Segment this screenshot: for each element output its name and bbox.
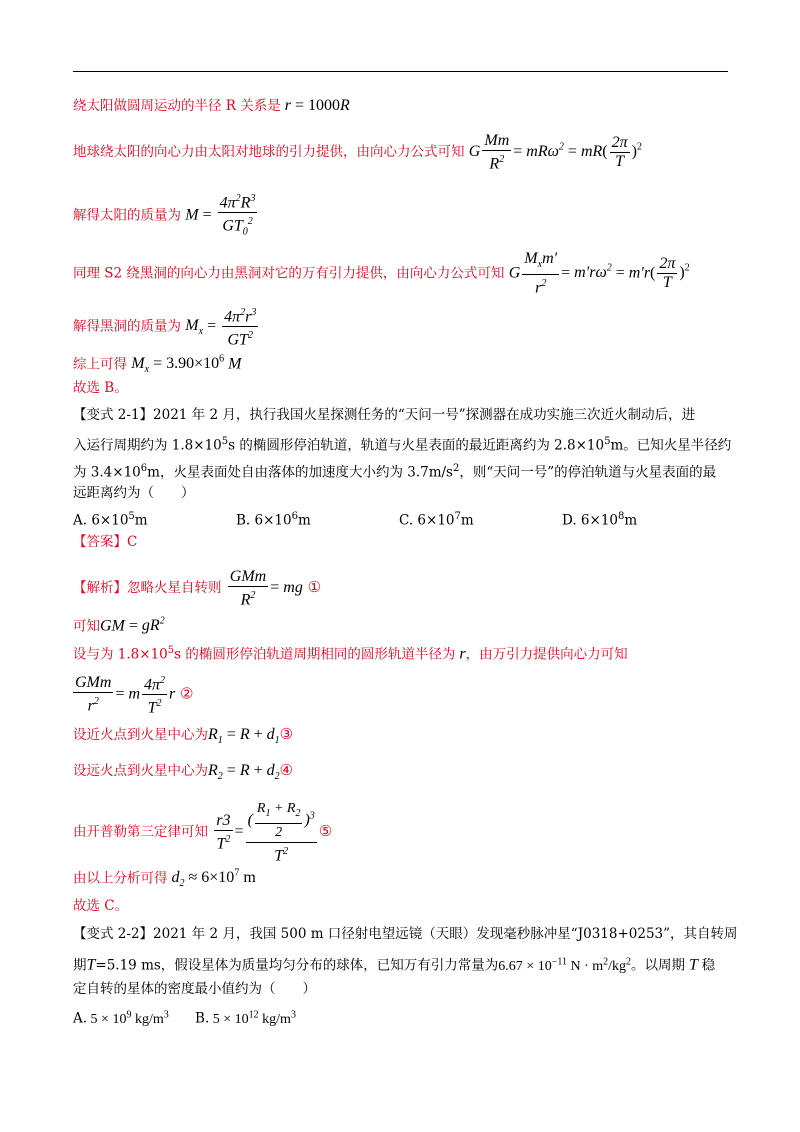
q2-option-b[interactable]: B. $5 \times 10^{12}$ $kg/m^3$ <box>195 1009 296 1027</box>
question-2-2-line-2: 期T=5.19 ms，假设星体为质量均匀分布的球体，已知万有引力常量为$6.67 \times 10^{-11}$ $N \cdot m^2/kg^2$。以周期 T 稳 <box>73 956 716 974</box>
analysis-line-6: 设远火点到火星中心为$R_2 = R$ + $d_2④$ <box>73 761 294 783</box>
option-d[interactable]: D. $6\times 10^8m$ <box>562 511 638 529</box>
question-2-1-line-3: 为 $3.4\times 10^6m$，火星表面处自由落体的加速度大小约为 $3.7m/s^2$，则“天问一号”的停泊轨道与火星表面的最 <box>73 463 717 481</box>
analysis-line-3: 设与为 $1.8\times 10^5s$ 的椭圆形停泊轨道周期相同的圆形轨道半径为 r，由万引力提供向心力可知 <box>73 645 628 663</box>
option-b[interactable]: B. $6\times 10^6m$ <box>236 511 311 529</box>
question-2-2-options <box>73 1005 296 1030</box>
text-line-choose-b: 故选 B。 <box>73 380 128 396</box>
analysis-line-7: 由开普勒第三定律可知 $\frac{r3}{T^2}$ = ( $\frac{R_1 + R_2}{2}$ )$^3$ $T^2$ ⑤ <box>73 801 333 865</box>
text-line-earth-force: 地球绕太阳的向心力由太阳对地球的引力提供，由向心力公式可知 G $\frac{Mm}{R^2}$ = mRω$^2$ = mR( $\frac{2\pi}{T}$ )$^2$ <box>73 132 642 173</box>
header-rule <box>73 71 728 72</box>
question-2-2-line-1: 【变式 2-2】2021 年 2 月，我国 500 m 口径射电望远镜（天眼）发现毫秒脉冲星“J0318+0253”，其自转周 <box>73 926 738 942</box>
analysis-line-4: $\frac{\text{GMm}}{r^2}$ = m $\frac{4\pi^2}{T^2}$ r ② <box>73 672 194 718</box>
analysis-line-5: 设近火点到火星中心为$R_1 = R$ + $d_1③$ <box>73 725 294 747</box>
question-2-1-line-4: 远距离约为（ ） <box>73 485 195 501</box>
option-c[interactable]: C. $6\times 10^7m$ <box>399 511 474 529</box>
text-line-blackhole-mass: 解得黑洞的质量为 $M_x$ = $\frac{4\pi^2r^3}{GT^2}$ <box>73 304 260 350</box>
text-line-blackhole-force: 同理 S2 绕黑洞的向心力由黑洞对它的万有引力提供，由向心力公式可知 G $\frac{M_xm'}{r^2}$ = $m'r\omega^2 = m'r$( $\frac{2\pi}{T}$ )$^2$ <box>73 250 690 297</box>
analysis-line-2: 可知GM = $gR^2$ <box>73 616 165 635</box>
answer-label: 【答案】C <box>73 534 138 550</box>
analysis-line-8: 由以上分析可得 $d_2 \approx 6\times 10^7$ m <box>73 868 256 890</box>
question-2-1-line-1: 【变式 2-1】2021 年 2 月，执行我国火星探测任务的“天问一号”探测器在成功实施三次近火制动后，进 <box>73 407 696 423</box>
analysis-line-choose-c: 故选 C。 <box>73 898 129 914</box>
question-2-1-line-2: 入运行周期约为 $1.8\times 10^5s$ 的椭圆形停泊轨道，轨道与火星表面的最近距离约为 $2.8\times 10^5m$。已知火星半径约 <box>73 436 732 454</box>
text-line-sun-mass: 解得太阳的质量为 M = $\frac{4\pi^2R^3}{GT_0^2}$ <box>73 190 259 242</box>
option-a[interactable]: A. $6\times 10^5m$ <box>73 511 148 529</box>
text-line-radius: 绕太阳做圆周运动的半径 R 关系是 r = 1000R <box>73 97 350 114</box>
text-line-summary: 综上可得 $M_x = 3.90\times 10^6$ M <box>73 354 242 376</box>
analysis-line-1: 【解析】忽略火星自转则 $\frac{\text{GMm}}{R^2}$ = mg ① <box>73 568 322 609</box>
q2-option-a[interactable]: A. $5 \times 10^9$ $kg/m^3$ <box>73 1009 169 1027</box>
question-2-2-line-3: 定自转的星体的密度最小值约为（ ） <box>73 981 316 997</box>
